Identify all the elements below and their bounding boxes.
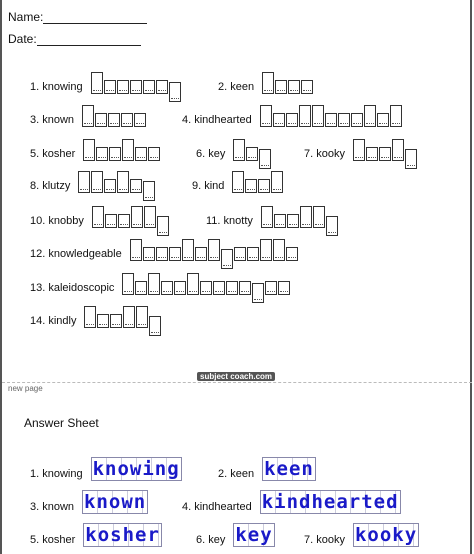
word-label: 7. kooky [304, 148, 345, 160]
letter-box [97, 314, 109, 328]
letter-box [108, 113, 120, 127]
word-label: 12. knowledgeable [30, 248, 122, 260]
answer-item-2 [218, 451, 316, 481]
letter-box [260, 105, 272, 127]
letter-box [392, 139, 404, 161]
letter-box [174, 281, 186, 295]
answer-text: keen [264, 458, 314, 480]
letter-box [144, 206, 156, 228]
letter-box [122, 273, 134, 295]
word-item-10 [30, 198, 170, 228]
letter-box [213, 281, 225, 295]
letter-box [135, 147, 147, 161]
word-item-9 [192, 163, 284, 193]
letter-box [353, 139, 365, 161]
word-item-4 [182, 97, 403, 127]
answer-item-7 [304, 517, 419, 547]
letter-box [121, 113, 133, 127]
letter-box [105, 214, 117, 228]
letter-box [104, 179, 116, 193]
letter-boxes [130, 239, 299, 261]
word-item-6 [196, 131, 272, 161]
letter-box [377, 113, 389, 127]
letter-box [195, 247, 207, 261]
letter-box [390, 105, 402, 127]
letter-box [156, 80, 168, 94]
letter-box [131, 206, 143, 228]
answer-item-3 [30, 484, 148, 514]
letter-boxes [92, 206, 170, 228]
letter-box [156, 247, 168, 261]
answer-label: 4. kindhearted [182, 501, 252, 513]
answer-text: knowing [92, 458, 180, 480]
letter-boxes [91, 72, 182, 94]
letter-box [286, 247, 298, 261]
letter-box [82, 105, 94, 127]
letter-box [83, 139, 95, 161]
letter-box [169, 247, 181, 261]
letter-box [252, 283, 264, 303]
letter-box [117, 171, 129, 193]
letter-box [135, 281, 147, 295]
letter-box [169, 82, 181, 102]
watermark: subject coach.com [197, 372, 275, 381]
letter-box [95, 113, 107, 127]
letter-boxes [233, 139, 272, 161]
letter-box [84, 306, 96, 328]
letter-box [96, 147, 108, 161]
word-label: 8. klutzy [30, 180, 71, 192]
word-item-3 [30, 97, 147, 127]
letter-box [405, 149, 417, 169]
letter-box [271, 171, 283, 193]
letter-boxes [82, 105, 147, 127]
letter-boxes [122, 273, 291, 295]
letter-box [326, 216, 338, 236]
letter-box [261, 206, 273, 228]
letter-box [91, 171, 103, 193]
answer-text: kosher [85, 524, 160, 546]
letter-box [200, 281, 212, 295]
answer-text: kooky [354, 524, 418, 546]
letter-boxes [353, 139, 418, 161]
letter-boxes [232, 171, 284, 193]
letter-box [246, 147, 258, 161]
letter-box [325, 113, 337, 127]
answer-label: 1. knowing [30, 468, 83, 480]
answer-label: 3. known [30, 501, 75, 513]
letter-box [247, 247, 259, 261]
letter-box [104, 80, 116, 94]
word-label: 4. kindhearted [182, 114, 252, 126]
answer-sheet-title: Answer Sheet [24, 416, 99, 430]
date-label: Date: [8, 32, 37, 46]
answer-item-5 [30, 517, 162, 547]
letter-box [258, 179, 270, 193]
answer-text: key [235, 524, 273, 546]
letter-box [149, 316, 161, 336]
word-item-2 [218, 64, 314, 94]
word-label: 5. kosher [30, 148, 76, 160]
new-page-label: new page [8, 384, 43, 393]
letter-box [262, 72, 274, 94]
answer-label: 2. keen [218, 468, 255, 480]
letter-box [136, 306, 148, 328]
letter-boxes [78, 171, 156, 193]
answer-text: kindhearted [261, 491, 399, 513]
letter-box [299, 105, 311, 127]
letter-box [278, 281, 290, 295]
letter-box [91, 72, 103, 94]
letter-box [234, 247, 246, 261]
letter-boxes [262, 72, 314, 94]
word-item-14 [30, 298, 162, 328]
letter-box [143, 247, 155, 261]
letter-box [273, 113, 285, 127]
name-label: Name: [8, 10, 44, 24]
answer-item-6 [196, 517, 275, 547]
word-label: 9. kind [192, 180, 225, 192]
letter-boxes [84, 306, 162, 328]
letter-box [312, 105, 324, 127]
letter-box [148, 147, 160, 161]
letter-box [122, 139, 134, 161]
letter-box [134, 113, 146, 127]
answer-item-1 [30, 451, 182, 481]
date-line [8, 32, 141, 46]
letter-box [161, 281, 173, 295]
word-label: 6. key [196, 148, 226, 160]
word-item-12 [30, 231, 299, 261]
word-item-1 [30, 64, 182, 94]
letter-box [338, 113, 350, 127]
letter-box [364, 105, 376, 127]
letter-box [232, 171, 244, 193]
word-item-5 [30, 131, 161, 161]
letter-box [275, 80, 287, 94]
date-blank [37, 33, 141, 46]
letter-box [265, 281, 277, 295]
word-label: 13. kaleidoscopic [30, 282, 115, 294]
name-blank [43, 11, 147, 24]
letter-box [260, 239, 272, 261]
letter-box [300, 206, 312, 228]
letter-box [286, 113, 298, 127]
name-line [8, 10, 147, 24]
letter-box [288, 80, 300, 94]
letter-box [78, 171, 90, 193]
letter-box [313, 206, 325, 228]
letter-boxes [83, 139, 161, 161]
answer-label: 5. kosher [30, 534, 76, 546]
letter-box [351, 113, 363, 127]
answer-text: known [84, 491, 147, 513]
letter-box [123, 306, 135, 328]
letter-box [148, 273, 160, 295]
word-label: 10. knobby [30, 215, 84, 227]
letter-box [245, 179, 257, 193]
letter-box [226, 281, 238, 295]
letter-box [110, 314, 122, 328]
letter-box [143, 80, 155, 94]
word-label: 3. known [30, 114, 75, 126]
word-label: 1. knowing [30, 81, 83, 93]
letter-box [182, 239, 194, 261]
letter-box [117, 80, 129, 94]
letter-box [92, 206, 104, 228]
word-label: 11. knotty [206, 215, 253, 227]
page-separator [2, 382, 472, 383]
letter-box [273, 239, 285, 261]
word-item-13 [30, 265, 291, 295]
letter-boxes [260, 105, 403, 127]
answer-item-4 [182, 484, 401, 514]
letter-box [130, 239, 142, 261]
letter-box [233, 139, 245, 161]
word-item-8 [30, 163, 156, 193]
letter-box [208, 239, 220, 261]
letter-box [274, 214, 286, 228]
word-label: 14. kindly [30, 315, 77, 327]
word-item-11 [206, 198, 339, 228]
letter-box [287, 214, 299, 228]
letter-box [130, 80, 142, 94]
word-item-7 [304, 131, 418, 161]
letter-box [130, 179, 142, 193]
letter-box [301, 80, 313, 94]
answer-label: 6. key [196, 534, 226, 546]
letter-box [239, 281, 251, 295]
letter-box [366, 147, 378, 161]
letter-box [118, 214, 130, 228]
letter-boxes [261, 206, 339, 228]
answer-label: 7. kooky [304, 534, 345, 546]
letter-box [109, 147, 121, 161]
word-label: 2. keen [218, 81, 255, 93]
letter-box [187, 273, 199, 295]
letter-box [379, 147, 391, 161]
